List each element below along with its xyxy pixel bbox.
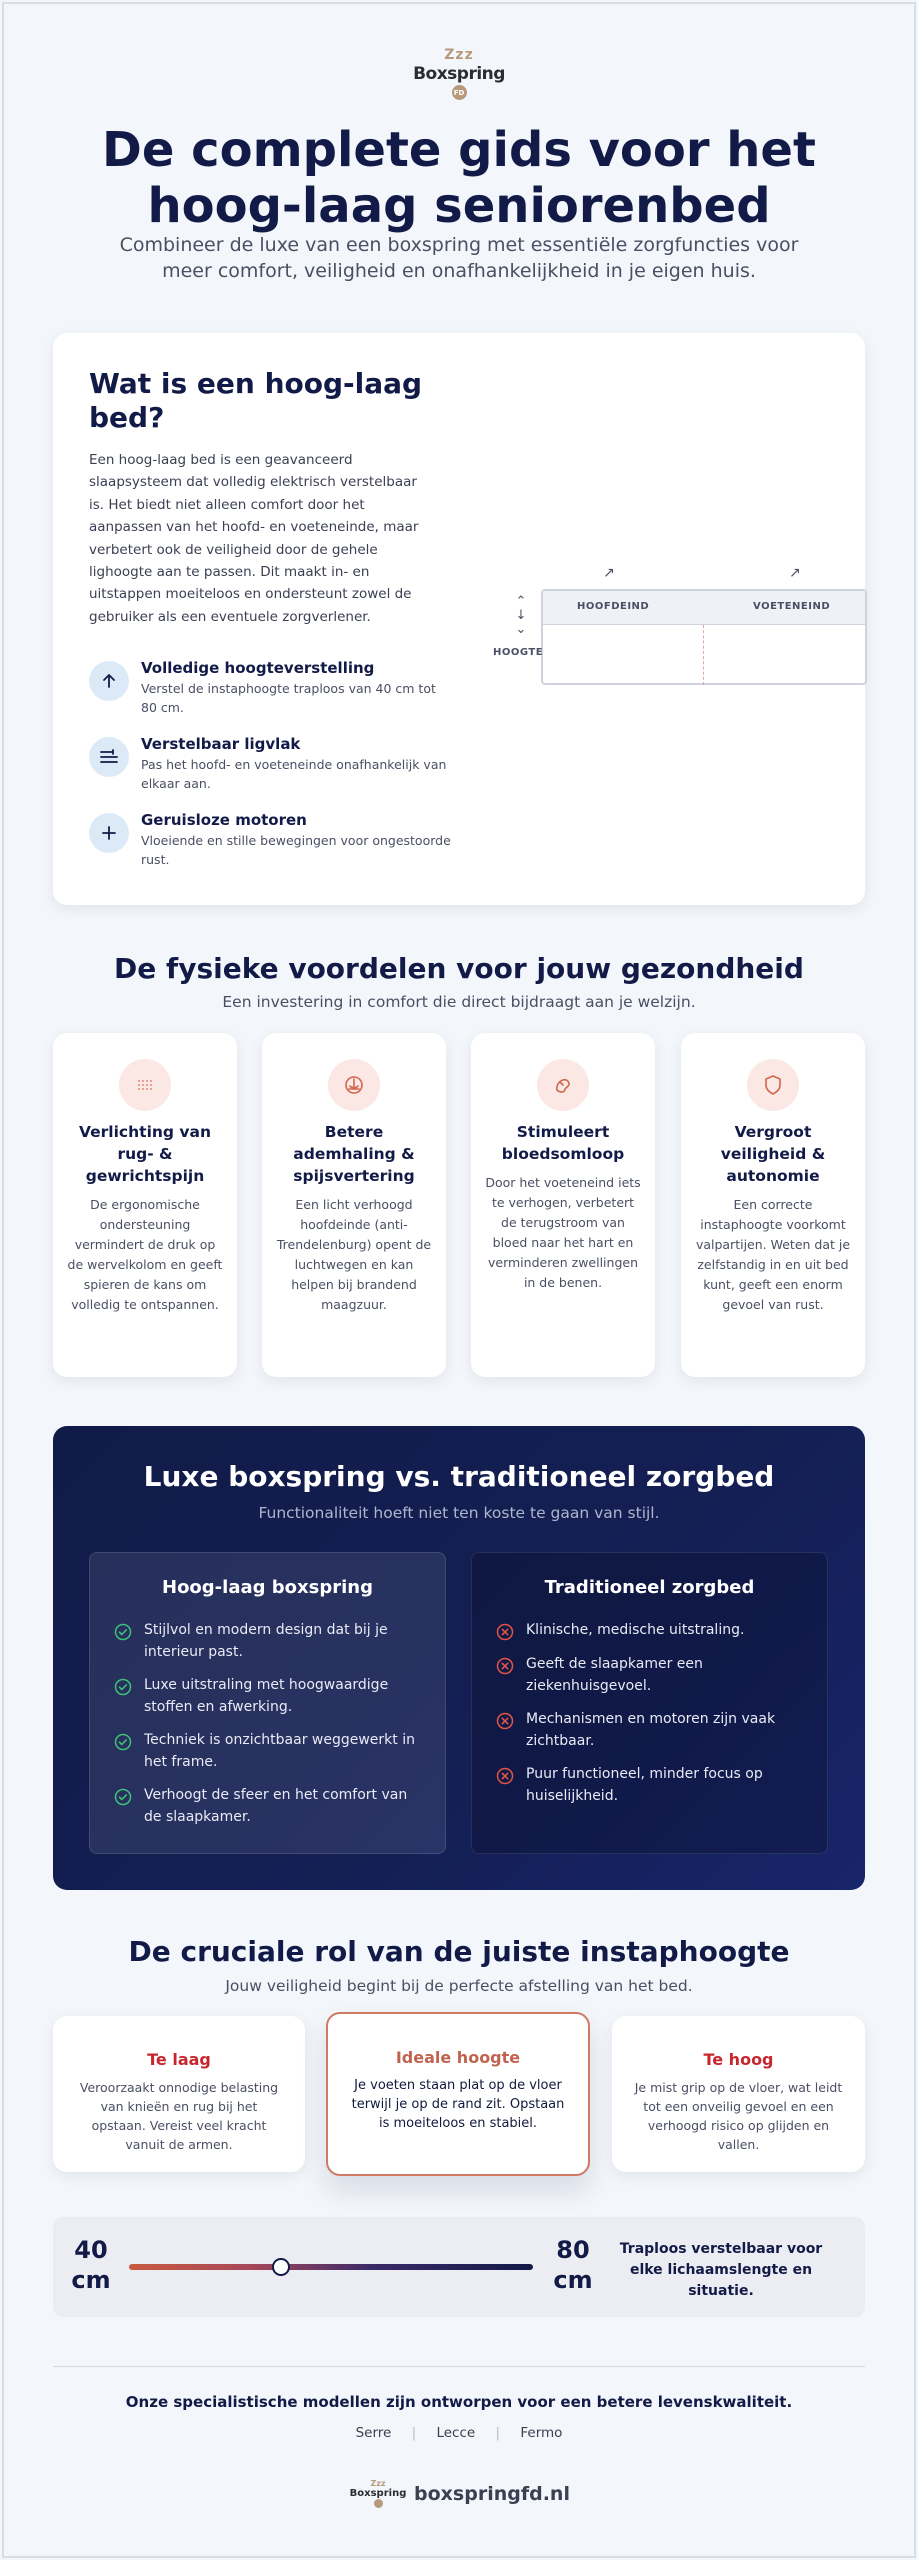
feature-motors (89, 811, 469, 871)
slider-min-label: 40 cm (71, 2236, 111, 2294)
sliders-icon (89, 737, 129, 777)
footer-tagline: Onze specialistische modellen zijn ontworpen voor een betere levenskwaliteit. (125, 2393, 793, 2411)
boxspring-column (89, 1552, 446, 1854)
x-circle-icon (496, 1712, 514, 1730)
benefit-card (681, 1033, 865, 1377)
benefit-desc: Door het voeteneind iets te verhogen, verbetert de terugstroom van bloed naar het hart en verminderen zwellingen in de benen. (485, 1175, 641, 1290)
footer-logo-zzz: Zzz (370, 2479, 386, 2488)
arrow-up-icon (89, 661, 129, 701)
logo-zzz: Zzz (444, 47, 474, 63)
check-circle-icon (114, 1733, 132, 1751)
brand-logo[interactable] (0, 48, 918, 100)
check-circle-icon (114, 1623, 132, 1641)
benefit-title: Stimuleert bloedsomloop (501, 1123, 625, 1163)
check-circle-icon (114, 1678, 132, 1696)
page-title: De complete gids voor het hoog-laag seniorenbed (102, 122, 816, 234)
footer-link-fermo[interactable]: Fermo (520, 2425, 563, 2441)
height-label: HOOGTE (493, 647, 544, 658)
intro-title: Wat is een hoog-laag bed? (89, 367, 423, 434)
benefits-subtitle: Een investering in comfort die direct bijdraagt aan je welzijn. (222, 993, 696, 1011)
breathing-icon (328, 1059, 380, 1111)
bed-diagram (473, 553, 845, 673)
x-circle-icon (496, 1767, 514, 1785)
height-slider[interactable] (129, 2264, 533, 2270)
con-item: Puur functioneel, minder focus op huiselijkheid. (526, 1766, 763, 1804)
con-item: Geeft de slaapkamer een ziekenhuisgevoel. (526, 1656, 703, 1694)
footer-link-lecce[interactable]: Lecce (436, 2425, 476, 2441)
slider-thumb[interactable] (272, 2258, 290, 2276)
logo-badge: FD (452, 85, 467, 100)
footer-brand[interactable] (350, 2474, 570, 2514)
column-title: Traditioneel zorgbed (544, 1577, 755, 1598)
heights-subtitle: Jouw veiligheid begint bij de perfecte afstelling van het bed. (225, 1977, 693, 1995)
benefit-desc: Een correcte instaphoogte voorkomt valpartijen. Weten dat je zelfstandig in en uit bed kunt, geeft een enorm gevoel van rust. (695, 1197, 851, 1312)
con-item: Mechanismen en motoren zijn vaak zichtbaar. (526, 1711, 776, 1749)
bed-frame (541, 589, 867, 685)
bed-headboard-row (543, 591, 865, 625)
intro-card (53, 333, 865, 905)
pro-item: Techniek is onzichtbaar weggewerkt in het frame. (144, 1732, 415, 1770)
page-subtitle: Combineer de luxe van een boxspring met essentiële zorgfuncties voor meer comfort, veiligheid en onafhankelijkheid in je eigen huis. (119, 234, 799, 282)
height-card-high (612, 2016, 865, 2172)
height-card-desc: Je voeten staan plat op de vloer terwijl je op de rand zit. Opstaan is moeiteloos en stabiel. (351, 2078, 565, 2131)
footer-logo (350, 2480, 406, 2508)
care-bed-column (471, 1552, 828, 1854)
con-item: Klinische, medische uitstraling. (526, 1622, 745, 1638)
slider-max-label: 80 cm (553, 2236, 593, 2294)
benefit-title: Betere ademhaling & spijsvertering (293, 1123, 415, 1185)
head-up-arrow-icon: ↗ (603, 565, 615, 581)
benefits-title: De fysieke voordelen voor jouw gezondheid (114, 952, 804, 985)
benefit-desc: Een licht verhoogd hoofdeinde (anti-Trendelenburg) opent de luchtwegen en kan helpen bij brandend maagzuur. (276, 1197, 432, 1312)
footer-domain[interactable]: boxspringfd.nl (414, 2483, 570, 2505)
pro-item: Luxe uitstraling met hoogwaardige stoffen en afwerking. (144, 1677, 389, 1715)
height-slider-panel (53, 2217, 865, 2317)
feature-title: Verstelbaar ligvlak (141, 735, 301, 753)
feature-surface (89, 735, 469, 795)
comparison-subtitle: Functionaliteit hoeft niet ten koste te gaan van stijl. (258, 1504, 660, 1522)
benefit-title: Vergroot veiligheid & autonomie (720, 1123, 826, 1185)
height-arrows-icon: ⌃ ↓ ⌄ (515, 594, 527, 637)
x-circle-icon (496, 1623, 514, 1641)
pro-item: Verhoogt de sfeer en het comfort van de slaapkamer. (144, 1787, 408, 1825)
shield-icon (747, 1059, 799, 1111)
footer-links (0, 2425, 918, 2441)
comparison-section (53, 1426, 865, 1890)
benefit-card (53, 1033, 237, 1377)
feature-desc: Vloeiende en stille bewegingen voor ongestoorde rust. (141, 833, 451, 867)
comparison-title: Luxe boxspring vs. traditioneel zorgbed (143, 1460, 775, 1493)
height-card-title: Te laag (147, 2050, 211, 2069)
feature-desc: Pas het hoofd- en voeteneinde onafhankelijk van elkaar aan. (141, 757, 447, 791)
height-card-title: Ideale hoogte (395, 2048, 521, 2067)
logo-wordmark: Boxspring (413, 64, 505, 84)
heights-title: De cruciale rol van de juiste instaphoogte (128, 1935, 790, 1968)
benefit-card (262, 1033, 446, 1377)
feature-height (89, 659, 469, 719)
height-card-low (53, 2016, 305, 2172)
benefit-card (471, 1033, 655, 1377)
foot-up-arrow-icon: ↗ (789, 565, 801, 581)
height-card-ideal (326, 2012, 590, 2176)
footer-separator: | (495, 2425, 501, 2441)
benefit-title: Verlichting van rug- & gewrichtspijn (79, 1123, 211, 1185)
bed-split-line (703, 625, 704, 685)
height-card-desc: Veroorzaakt onnodige belasting van knieën en rug bij het opstaan. Vereist veel kracht vanuit de armen. (79, 2080, 279, 2152)
spine-icon (119, 1059, 171, 1111)
height-card-title: Te hoog (703, 2050, 774, 2069)
feature-title: Volledige hoogteverstelling (141, 659, 375, 677)
x-circle-icon (496, 1657, 514, 1675)
height-card-desc: Je mist grip op de vloer, wat leidt tot een onveilig gevoel en een verhoogd risico op glijden en vallen. (634, 2080, 843, 2152)
benefit-desc: De ergonomische ondersteuning vermindert de druk op de wervelkolom en geeft spieren de kans om volledig te ontspannen. (67, 1197, 223, 1312)
intro-text: Een hoog-laag bed is een geavanceerd slaapsysteem dat volledig elektrisch verstelbaar is. Het biedt niet alleen comfort door het aanpassen van het hoofd- en voeteneinde, maar verbetert ook de veiligheid door de gehele lighoogte aan te passen. Dit maakt in- en uitstappen moeiteloos en ondersteunt zowel de gebruiker als een eventuele zorgverlener. (89, 452, 419, 625)
feature-title: Geruisloze motoren (141, 811, 307, 829)
footer-logo-wordmark: Boxspring (349, 2488, 407, 2499)
head-label: HOOFDEIND (577, 601, 650, 612)
footer-link-serre[interactable]: Serre (355, 2425, 392, 2441)
column-title: Hoog-laag boxspring (162, 1577, 373, 1598)
feature-desc: Verstel de instaphoogte traploos van 40 cm tot 80 cm. (141, 681, 436, 715)
footer-divider (53, 2366, 865, 2367)
footer-logo-badge (374, 2499, 383, 2508)
footer-separator: | (411, 2425, 417, 2441)
check-circle-icon (114, 1788, 132, 1806)
plus-icon (89, 813, 129, 853)
foot-label: VOETENEIND (753, 601, 831, 612)
slider-caption: Traploos verstelbaar voor elke lichaamslengte en situatie. (619, 2241, 823, 2299)
foot-icon (537, 1059, 589, 1111)
pro-item: Stijlvol en modern design dat bij je interieur past. (144, 1622, 388, 1660)
